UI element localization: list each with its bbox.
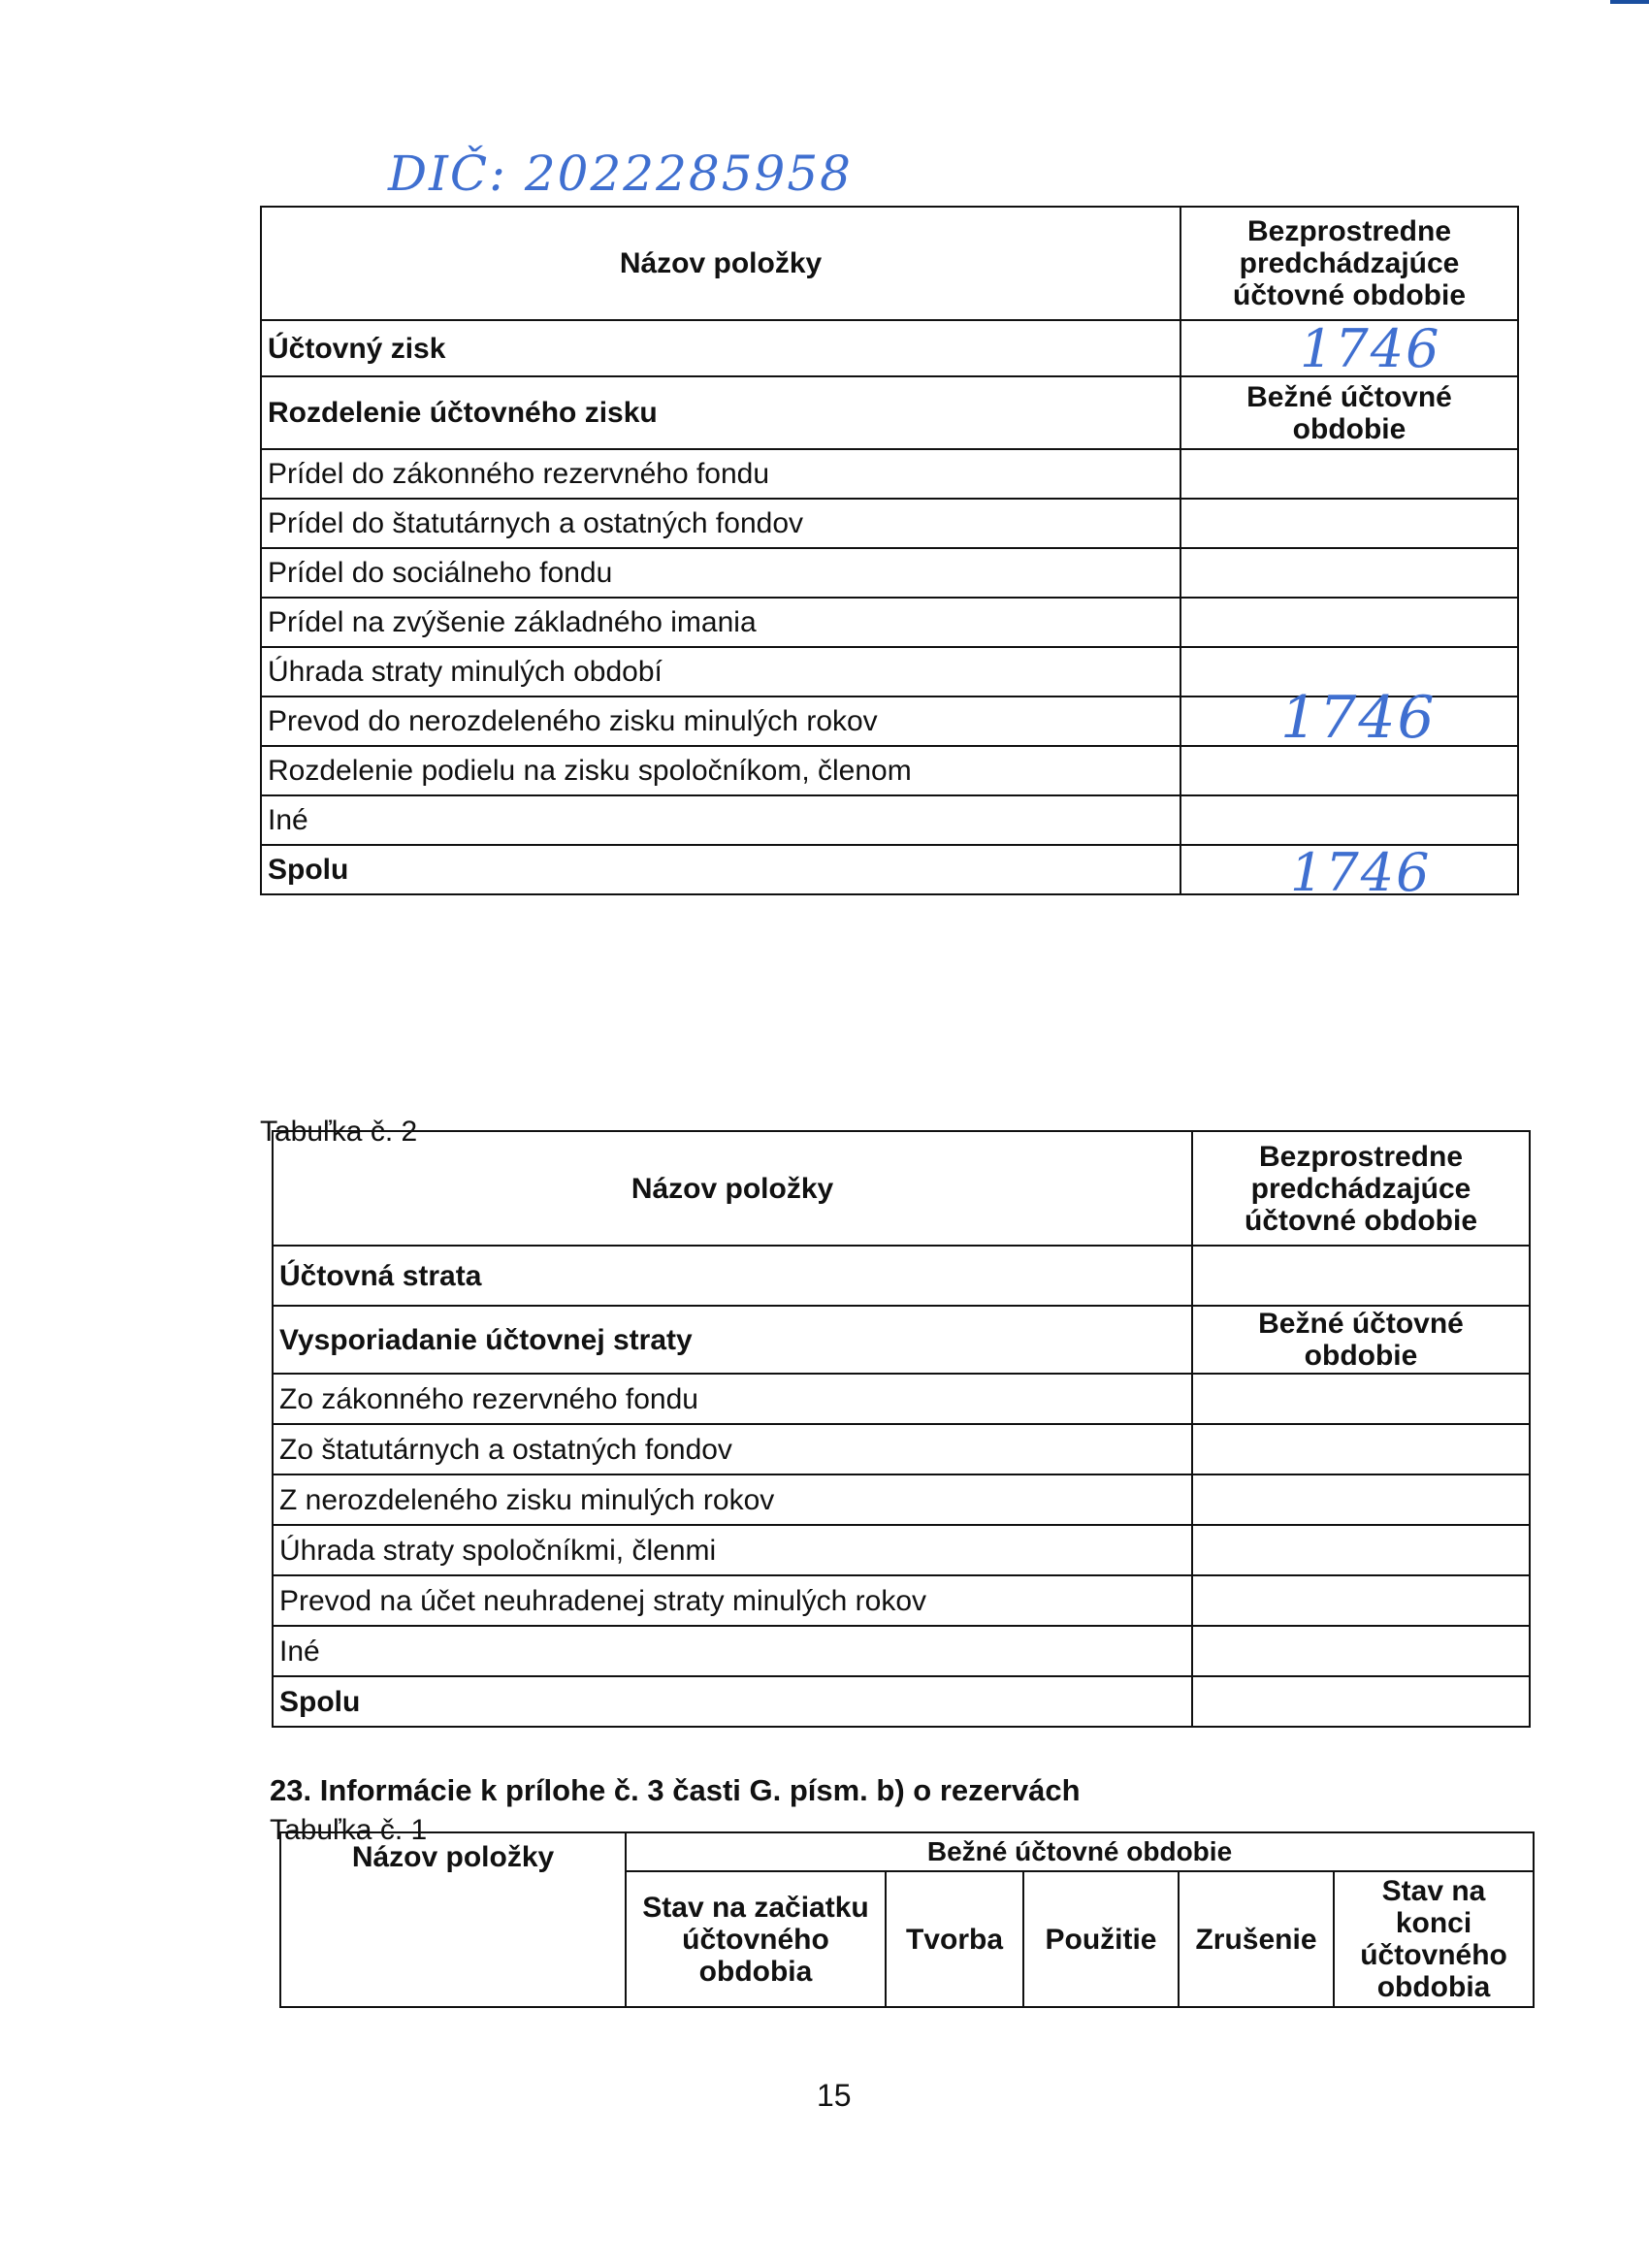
table-row: Rozdelenie podielu na zisku spoločníkom, členom: [261, 746, 1180, 795]
page-number: 15: [817, 2078, 852, 2113]
name-column-header: Názov položky: [261, 207, 1180, 320]
value-cell: [1192, 1474, 1530, 1525]
handwritten-profit-value: 1746: [1300, 318, 1441, 379]
table-row: Z nerozdeleného zisku minulých rokov: [273, 1474, 1192, 1525]
name-column-header: Názov položky: [273, 1131, 1192, 1246]
table-row: Iné: [273, 1626, 1192, 1676]
table-row: Prídel do zákonného rezervného fondu: [261, 449, 1180, 499]
handwritten-retained-earnings-value: 1746: [1280, 684, 1437, 752]
table-row: Prídel do sociálneho fondu: [261, 548, 1180, 598]
current-period-header: Bežné účtovné obdobie: [1192, 1306, 1530, 1374]
corner-mark: [1610, 0, 1649, 4]
reserves-col-opening: Stav na začiatku účtovného obdobia: [626, 1871, 886, 2007]
total-value-cell: [1192, 1676, 1530, 1727]
value-cell: [1192, 1525, 1530, 1575]
total-row-label: Spolu: [261, 845, 1180, 894]
value-cell: [1192, 1424, 1530, 1474]
loss-settlement-table: [272, 1130, 1531, 1728]
table-row: Prídel na zvýšenie základného imania: [261, 598, 1180, 647]
value-cell: [1180, 548, 1518, 598]
reserves-col-usage: Použitie: [1023, 1871, 1179, 2007]
table-row: Prídel do štatutárnych a ostatných fondov: [261, 499, 1180, 548]
value-cell: [1192, 1626, 1530, 1676]
reserves-table: [279, 1831, 1535, 2008]
table-row: Zo zákonného rezervného fondu: [273, 1374, 1192, 1424]
value-cell: [1192, 1575, 1530, 1626]
table-row: Iné: [261, 795, 1180, 845]
table-row: Úhrada straty minulých období: [261, 647, 1180, 697]
reserves-table-caption: Tabuľka č. 1: [270, 1814, 428, 1846]
previous-period-header: Bezprostredne predchádzajúce účtovné obdobie: [1180, 207, 1518, 320]
section-23-heading: 23. Informácie k prílohe č. 3 časti G. písm. b) o rezervách: [270, 1773, 1081, 1807]
value-cell: [1192, 1374, 1530, 1424]
value-cell: [1180, 746, 1518, 795]
reserves-col-cancellation: Zrušenie: [1179, 1871, 1334, 2007]
profit-row-label: Účtovný zisk: [261, 320, 1180, 376]
reserves-col-closing: Stav na konci účtovného obdobia: [1334, 1871, 1534, 2007]
handwritten-dic: DIČ: 2022285958: [388, 146, 853, 202]
table-row: Prevod do nerozdeleného zisku minulých rokov: [261, 697, 1180, 746]
profit-distribution-table: [260, 206, 1519, 895]
reserves-col-creation: Tvorba: [886, 1871, 1023, 2007]
table-row: Prevod na účet neuhradenej straty minulých rokov: [273, 1575, 1192, 1626]
table-row: Zo štatutárnych a ostatných fondov: [273, 1424, 1192, 1474]
distribution-row-label: Rozdelenie účtovného zisku: [261, 376, 1180, 449]
total-row-label: Spolu: [273, 1676, 1192, 1727]
handwritten-total-value: 1746: [1290, 842, 1432, 903]
value-cell: [1180, 598, 1518, 647]
previous-period-header: Bezprostredne predchádzajúce účtovné obdobie: [1192, 1131, 1530, 1246]
value-cell: [1180, 795, 1518, 845]
reserves-period-header: Bežné účtovné obdobie: [626, 1832, 1534, 1871]
current-period-header: Bežné účtovné obdobie: [1180, 376, 1518, 449]
value-cell: [1180, 449, 1518, 499]
value-cell: [1180, 499, 1518, 548]
loss-row-label: Účtovná strata: [273, 1246, 1192, 1306]
loss-value-cell: [1192, 1246, 1530, 1306]
settlement-row-label: Vysporiadanie účtovnej straty: [273, 1306, 1192, 1374]
reserves-name-header: Názov položky: [280, 1832, 626, 2007]
table-row: Úhrada straty spoločníkmi, členmi: [273, 1525, 1192, 1575]
table2-caption: Tabuľka č. 2: [260, 1116, 418, 1148]
